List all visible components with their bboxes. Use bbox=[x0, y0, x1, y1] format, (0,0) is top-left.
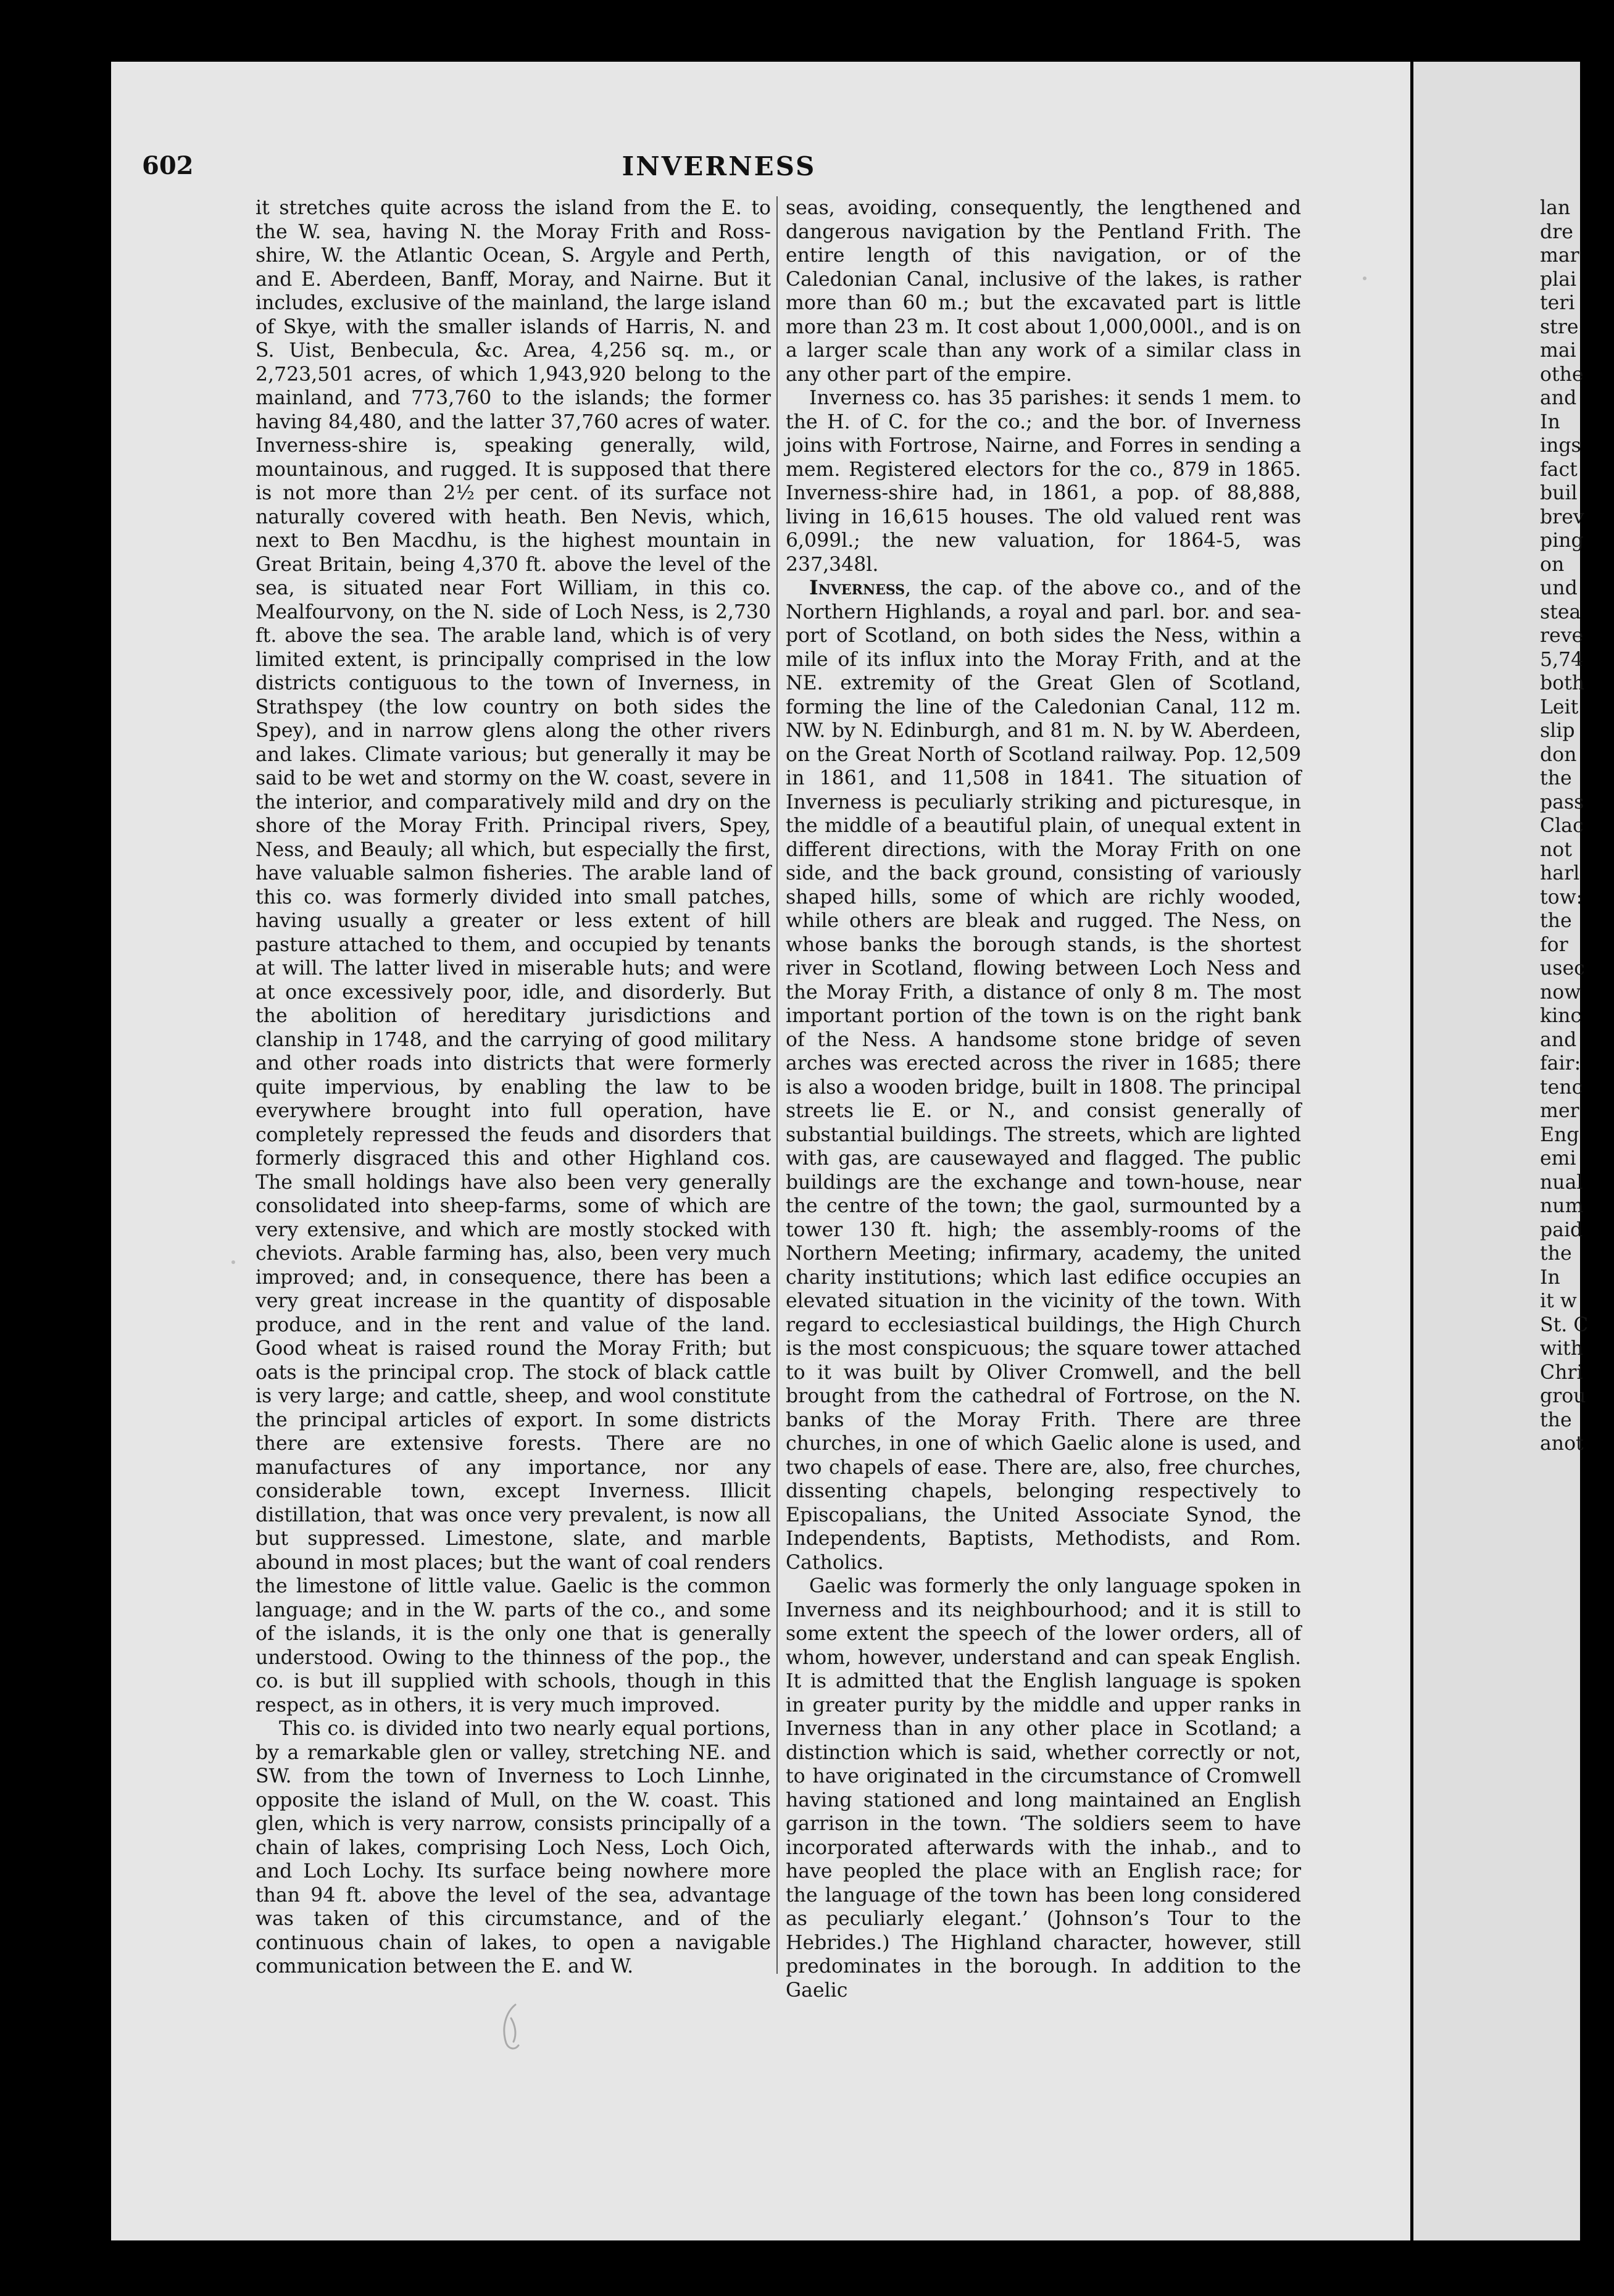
next-page-fragment: Leit bbox=[1540, 696, 1579, 718]
next-page-fragment: stre bbox=[1540, 315, 1579, 338]
next-page-fragment: usec bbox=[1540, 957, 1585, 980]
next-page-fragment: Chri bbox=[1540, 1361, 1583, 1384]
speck-mark bbox=[1363, 277, 1366, 280]
next-page-fragment: with bbox=[1540, 1337, 1583, 1360]
next-page-fragment: fair: bbox=[1540, 1052, 1581, 1075]
right-paragraph-2: Inverness co. has 35 parishes: it sends 1 mem. to the H. of C. for the co.; and the bor. of Inverness joins with Fortrose, Nairne, and Forres in sending a mem. Registered electors for the co., 879 in 1865. Inverness-shire had, in 1861, a pop. of 88,888, living in 16,615 houses. The old valued rent was 6,099l.; the new valuation, for 1864-5, was 237,348l. bbox=[786, 387, 1301, 576]
next-page-text-fragments bbox=[1540, 196, 1614, 1456]
next-page-fragment: not bbox=[1540, 838, 1572, 861]
running-title: INVERNESS bbox=[622, 151, 817, 181]
next-page-fragment: grou bbox=[1540, 1385, 1586, 1407]
right-paragraph-3 bbox=[786, 576, 1301, 1574]
right-paragraph-1: seas, avoiding, consequently, the lengthened and dangerous navigation by the Pentland Frith. The entire length of this navigation, or of the Caledonian Canal, inclusive of the lakes, is rather more than 60 m.; but the excavated part is little more than 23 m. It cost about 1,000,000l., and is on a larger scale than any work of a similar class in any other part of the empire. bbox=[786, 197, 1301, 386]
page-number: 602 bbox=[142, 151, 194, 180]
next-page-fragment: nual bbox=[1540, 1171, 1583, 1194]
next-page-fragment: lan bbox=[1540, 197, 1571, 219]
next-page-fragment: In bbox=[1540, 410, 1560, 433]
next-page-fragment: St. C bbox=[1540, 1313, 1589, 1336]
right-paragraph-3-body: , the cap. of the above co., and of the Northern Highlands, a royal and parl. bor. and sea-port of Scotland, on both sides the Ness, within a mile of its influx into the Moray Frith, and at the NE. extremity of the Great Glen of Scotland, forming the line of the Caledonian Canal, 112 m. NW. by N. Edinburgh, and 81 m. N. by W. Aberdeen, on the Great North of Scotland railway. Pop. 12,509 in 1861, and 11,508 in 1841. The situation of Inverness is peculiarly striking and picturesque, in the middle of a beautiful plain, of unequal extent in different directions, with the Moray Frith on one side, and the back ground, consisting of variously shaped hills, some of which are richly wooded, while others are bleak and rugged. The Ness, on whose banks the borough stands, is the shortest river in Scotland, flowing between Loch Ness and the Moray Frith, a distance of only 8 m. The most important portion of the town is on the right bank of the Ness. A handsome stone bridge of seven arches was erected across the river in 1685; there is also a wooden bridge, built in 1808. The principal streets lie E. or N., and consist generally of substantial buildings. The streets, which are lighted with gas, are causewayed and flagged. The public buildings are the exchange and town-house, near the centre of the town; the gaol, surmounted by a tower 130 ft. high; the assembly-rooms of the Northern Meeting; infirmary, academy, the united charity institutions; which last edifice occupies an elevated situation in the vicinity of the town. With regard to ecclesiastical buildings, the High Church is the most conspicuous; the square tower attached to it was built by Oliver Cromwell, and the bell brought from the cathedral of Fortrose, on the N. banks of the Moray Frith. There are three churches, in one of which Gaelic alone is used, and two chapels of ease. There are, also, free churches, dissenting chapels, belonging respectively to Episcopalians, the United Associate Synod, the Independents, Baptists, Methodists, and Rom. Catholics. bbox=[786, 577, 1301, 1574]
next-page-fragment: the bbox=[1540, 1408, 1572, 1431]
next-page-fragment: num bbox=[1540, 1195, 1584, 1217]
next-page-fragment: on bbox=[1540, 553, 1565, 576]
next-page-fragment: and bbox=[1540, 387, 1577, 409]
next-page-fragment: dre bbox=[1540, 220, 1573, 243]
next-page-fragment: harl bbox=[1540, 862, 1580, 884]
next-page-fragment: tenc bbox=[1540, 1076, 1583, 1099]
next-page-fragment: kinc bbox=[1540, 1005, 1582, 1027]
next-page-fragment: pass bbox=[1540, 791, 1584, 813]
next-page-fragment: ings bbox=[1540, 435, 1581, 457]
right-text-column bbox=[786, 196, 1301, 2002]
next-page-fragment: 5,74 bbox=[1540, 648, 1584, 671]
next-page-fragment: othe bbox=[1540, 363, 1584, 386]
next-page-fragment: anot bbox=[1540, 1433, 1584, 1455]
next-page-fragment: both bbox=[1540, 672, 1585, 694]
left-text-column bbox=[256, 196, 771, 1979]
left-paragraph-2: This co. is divided into two nearly equal portions, by a remarkable glen or valley, stretching NE. and SW. from the town of Inverness to Loch Linnhe, opposite the island of Mull, on the W. coast. This glen, which is very narrow, consists principally of a chain of lakes, comprising Loch Ness, Loch Oich, and Loch Lochy. Its surface being nowhere more than 94 ft. above the level of the sea, advantage was taken of this circumstance, and of the continuous chain of lakes, to open a navigable communication between the E. and W. bbox=[256, 1718, 771, 1978]
right-paragraph-4: Gaelic was formerly the only language spoken in Inverness and its neighbourhood; and it is still to some extent the speech of the lower orders, all of whom, however, understand and can speak English. It is admitted that the English language is spoken in greater purity by the middle and upper ranks in Inverness than in any other place in Scotland; a distinction which is said, whether correctly or not, to have originated in the circumstance of Cromwell having stationed and long maintained an English garrison in the town. ‘The soldiers seem to have incorporated afterwards with the inhab., and to have peopled the place with an English race; for the language of the town has been long considered as peculiarly elegant.’ (Johnson’s Tour to the Hebrides.) The Highland character, however, still predominates in the borough. In addition to the Gaelic bbox=[786, 1575, 1301, 2002]
next-page-fragment: the bbox=[1540, 910, 1572, 932]
next-page-fragment: slip bbox=[1540, 720, 1575, 742]
next-page-fragment: for bbox=[1540, 933, 1568, 956]
next-page-fragment: don bbox=[1540, 743, 1577, 766]
next-page-fragment: mer bbox=[1540, 1100, 1579, 1122]
next-page-fragment: plai bbox=[1540, 268, 1577, 291]
next-page-fragment: In bbox=[1540, 1266, 1560, 1289]
next-page-fragment: mar bbox=[1540, 244, 1579, 267]
next-page-fragment: paid bbox=[1540, 1218, 1583, 1241]
next-page-fragment: it w bbox=[1540, 1290, 1577, 1312]
next-page-fragment: und bbox=[1540, 577, 1578, 599]
inverness-lead-word: Inverness bbox=[809, 576, 905, 599]
next-page-fragment: mai bbox=[1540, 339, 1576, 362]
next-page-fragment: tow: bbox=[1540, 886, 1583, 909]
pencil-mark-icon bbox=[488, 2000, 537, 2055]
next-page-fragment: now bbox=[1540, 981, 1581, 1004]
next-page-fragment: the bbox=[1540, 1242, 1572, 1265]
next-page-fragment: brev bbox=[1540, 505, 1584, 528]
next-page-fragment: stea bbox=[1540, 601, 1581, 623]
next-page-fragment: ping bbox=[1540, 530, 1584, 552]
next-page-fragment: and bbox=[1540, 1028, 1577, 1051]
next-page-fragment: Eng bbox=[1540, 1123, 1579, 1146]
column-divider bbox=[776, 196, 778, 1974]
next-page-fragment: emi bbox=[1540, 1147, 1576, 1170]
next-page-fragment: buil bbox=[1540, 482, 1578, 504]
next-page-fragment: fact bbox=[1540, 458, 1578, 481]
page-header bbox=[142, 151, 1296, 188]
next-page-fragment: reve bbox=[1540, 625, 1584, 647]
next-page-fragment: the bbox=[1540, 767, 1572, 789]
left-paragraph-1: it stretches quite across the island from the E. to the W. sea, having N. the Moray Frith and Ross-shire, W. the Atlantic Ocean, S. Argyle and Perth, and E. Aberdeen, Banff, Moray, and Nairne. But it includes, exclusive of the mainland, the large island of Skye, with the smaller islands of Harris, N. and S. Uist, Benbecula, &c. Area, 4,256 sq. m., or 2,723,501 acres, of which 1,943,920 belong to the mainland, and 773,760 to the islands; the former having 84,480, and the latter 37,760 acres of water. Inverness-shire is, speaking generally, wild, mountainous, and rugged. It is supposed that there is not more than 2½ per cent. of its surface not naturally covered with heath. Ben Nevis, which, next to Ben Macdhu, is the highest mountain in Great Britain, being 4,370 ft. above the level of the sea, is situated near Fort William, in this co. Mealfourvony, on the N. side of Loch Ness, is 2,730 ft. above the sea. The arable land, which is of very limited extent, is principally comprised in the low districts contiguous to the town of Inverness, in Strathspey (the low country on both sides the Spey), and in narrow glens along the other rivers and lakes. Climate various; but generally it may be said to be wet and stormy on the W. coast, severe in the interior, and comparatively mild and dry on the shore of the Moray Frith. Principal rivers, Spey, Ness, and Beauly; all which, but especially the first, have valuable salmon fisheries. The arable land of this co. was formerly divided into small patches, having usually a greater or less extent of hill pasture attached to them, and occupied by tenants at will. The latter lived in miserable huts; and were at once excessively poor, idle, and disorderly. But the abolition of hereditary jurisdictions and clanship in 1748, and the carrying of good military and other roads into districts that were formerly quite impervious, by enabling the law to be everywhere brought into full operation, have completely repressed the feuds and disorders that formerly disgraced this and other Highland cos. The small holdings have also been very generally consolidated into sheep-farms, some of which are very extensive, and which are mostly stocked with cheviots. Arable farming has, also, been very much improved; and, in consequence, there has been a very great increase in the quantity of disposable produce, and in the rent and value of the land. Good wheat is raised round the Moray Frith; but oats is the principal crop. The stock of black cattle is very large; and cattle, sheep, and wool constitute the principal articles of export. In some districts there are extensive forests. There are no manufactures of any importance, nor any considerable town, except Inverness. Illicit distillation, that was once very prevalent, is now all but suppressed. Limestone, slate, and marble abound in most places; but the want of coal renders the limestone of little value. Gaelic is the common language; and in the W. parts of the co., and some of the islands, it is the only one that is generally understood. Owing to the thinness of the pop., the co. is but ill supplied with schools, though in this respect, as in others, it is very much improved. bbox=[256, 197, 771, 1716]
next-page-fragment: teri bbox=[1540, 292, 1575, 314]
speck-mark bbox=[231, 1260, 235, 1264]
next-page-fragment: Clac bbox=[1540, 815, 1584, 837]
